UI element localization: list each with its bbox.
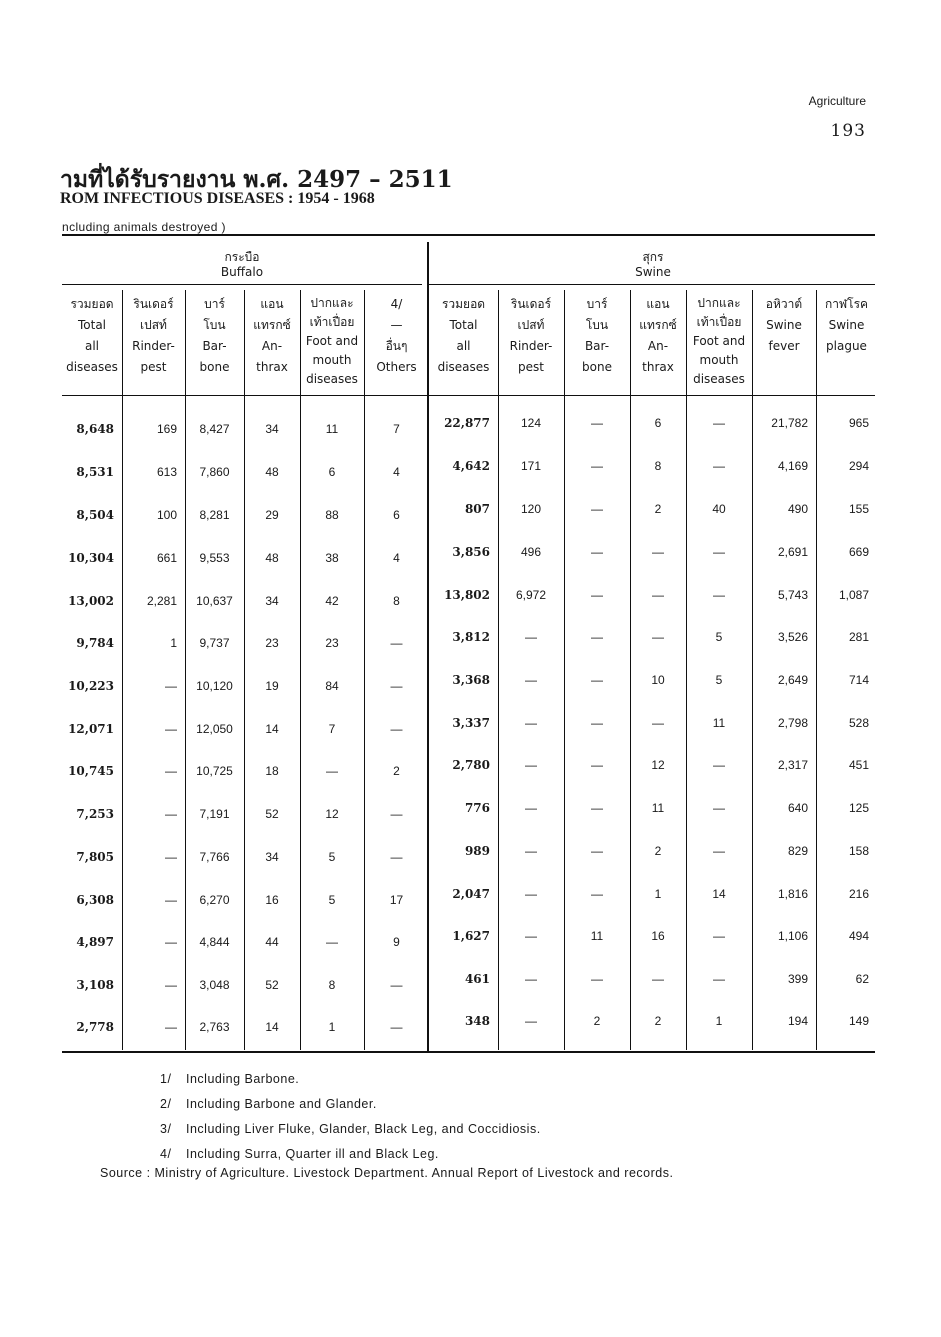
table-cell: 11 (712, 716, 726, 730)
table-cell: 348 (464, 1014, 490, 1028)
table-cell: 6,308 (76, 893, 114, 907)
table-cell: 281 (848, 630, 869, 644)
table-cell: 1 (654, 887, 662, 901)
table-cell: 4 (393, 465, 400, 479)
column-header-line: ปากและ (310, 296, 354, 310)
table-cell: 5 (715, 630, 723, 644)
table-cell: 7,860 (199, 465, 230, 479)
table-cell: 52 (265, 807, 279, 821)
table-cell: 4,169 (777, 459, 808, 473)
table-cell: 42 (325, 594, 339, 608)
table-cell: 2,317 (777, 758, 808, 772)
column-header (300, 294, 364, 389)
table-cell: 18 (265, 764, 279, 778)
table-cell: 149 (848, 1014, 869, 1028)
table-cell: — (652, 630, 664, 644)
table-cell: 661 (156, 551, 177, 565)
table-cell: — (165, 807, 177, 821)
column-header-line: อื่นๆ (385, 339, 408, 353)
table-cell: 2,798 (777, 716, 808, 730)
table-cell: — (652, 588, 664, 602)
column-header-line: bone (582, 360, 612, 374)
table-cell: 8,427 (199, 422, 230, 436)
table-cell: — (591, 844, 603, 858)
column-header-line: โบน (203, 318, 226, 332)
table-cell: 17 (389, 893, 404, 907)
table-cell: — (390, 1020, 403, 1034)
table-cell: 3,048 (199, 978, 230, 992)
column-header-line: เท้าเปื่อย (309, 315, 355, 329)
table-cell: 494 (848, 929, 869, 943)
column-header (630, 294, 686, 378)
column-header (185, 294, 244, 378)
table-cell: 12,071 (68, 722, 114, 736)
table-cell: 125 (848, 801, 869, 815)
column-header-line: Others (376, 360, 417, 374)
table-cell: 3,368 (452, 673, 490, 687)
table-cell: 38 (325, 551, 339, 565)
table-cell: — (525, 673, 537, 687)
table-cell: 3,526 (777, 630, 808, 644)
table-cell: — (591, 459, 603, 473)
source-note: Source : Ministry of Agriculture. Livestock Department. Annual Report of Livestock and records. (100, 1166, 674, 1180)
table-cell: — (165, 978, 177, 992)
column-header-line: diseases (306, 372, 358, 386)
footnote-text: Including Barbone. (186, 1072, 300, 1086)
table-cell: 2 (654, 1014, 662, 1028)
footnote-text: Including Liver Fluke, Glander, Black Leg, and Coccidiosis. (186, 1122, 541, 1136)
table-cell: 52 (265, 978, 279, 992)
table-cell: 23 (265, 636, 279, 650)
table-cell: 10,725 (196, 764, 233, 778)
column-header-line: thrax (642, 360, 674, 374)
table-cell: 490 (787, 502, 808, 516)
table-cell: — (713, 459, 725, 473)
table-cell: 5 (328, 850, 336, 864)
table-cell: — (525, 716, 537, 730)
column-header (686, 294, 752, 389)
table-cell: 4 (393, 551, 400, 565)
table-cell: — (525, 887, 537, 901)
table-cell: 16 (265, 893, 279, 907)
table-cell: — (326, 764, 338, 778)
table-cell: 496 (520, 545, 542, 559)
table-cell: — (713, 758, 725, 772)
table-cell: — (525, 844, 537, 858)
column-header-line: แอน (260, 297, 284, 311)
table-cell: — (713, 588, 725, 602)
section-label: Agriculture (808, 94, 866, 108)
table-cell: 1,816 (777, 887, 808, 901)
table-cell: — (713, 972, 725, 986)
table-cell: — (713, 844, 725, 858)
table-cell: 6 (393, 508, 400, 522)
column-header (244, 294, 300, 378)
table-cell: 44 (265, 935, 279, 949)
table-subtitle: ncluding animals destroyed ) (62, 220, 226, 234)
table-cell: 10,120 (196, 679, 233, 693)
table-cell: 5,743 (777, 588, 808, 602)
table-cell: 9,737 (199, 636, 230, 650)
table-cell: 9 (393, 935, 400, 949)
column-header-line: บาร์ (204, 297, 225, 311)
column-header-line: แอน (646, 297, 670, 311)
footnote-4 (160, 1142, 541, 1167)
column-header-line: รินเดอร์ (133, 297, 174, 311)
table-cell: 14 (265, 1020, 279, 1034)
table-cell: 34 (265, 422, 279, 436)
column-header-line: รวมยอด (70, 297, 114, 311)
table-cell: 84 (325, 679, 339, 693)
column-header-line: An- (261, 339, 283, 353)
table-cell: — (390, 722, 403, 736)
footnote-2 (160, 1092, 541, 1117)
table-cell: 3,108 (76, 978, 114, 992)
table-cell: 2,691 (777, 545, 808, 559)
table-cell: 8,531 (76, 465, 114, 479)
table-cell: — (390, 807, 403, 821)
table-cell: 8 (328, 978, 336, 992)
column-header-line: pest (140, 360, 167, 374)
table-cell: 19 (265, 679, 279, 693)
table-cell: — (591, 673, 603, 687)
table-cell: 23 (325, 636, 339, 650)
table-cell: — (591, 502, 603, 516)
table-cell: — (652, 972, 664, 986)
table-cell: — (591, 801, 603, 815)
table-cell: 7 (393, 422, 400, 436)
footnotes (160, 1067, 541, 1167)
table-cell: 640 (787, 801, 808, 815)
table-cell: — (326, 935, 338, 949)
column-header (498, 294, 564, 378)
table-cell: 4,642 (452, 459, 490, 473)
table-cell: 7,253 (76, 807, 114, 821)
table-cell: 8,648 (76, 422, 114, 436)
table-cell: 8 (393, 594, 400, 608)
table-cell: — (165, 764, 177, 778)
table-cell: — (591, 416, 603, 430)
table-cell: 8,504 (76, 508, 114, 522)
column-header-line: รินเดอร์ (510, 297, 552, 311)
table-cell: 14 (265, 722, 279, 736)
column-header-line: รวมยอด (441, 297, 486, 311)
table-cell: 40 (712, 502, 726, 516)
footnote-mark: 3/ (160, 1122, 172, 1136)
table-cell: 171 (520, 459, 542, 473)
table-cell: 11 (651, 801, 665, 815)
table-cell: 88 (325, 508, 339, 522)
table-cell: — (525, 758, 537, 772)
table-cell: 13,002 (68, 594, 114, 608)
column-header-line: บาร์ (586, 297, 608, 311)
table-cell: 7,766 (199, 850, 230, 864)
table-cell: 10,304 (68, 551, 114, 565)
table-cell: — (591, 972, 603, 986)
table-cell: 7,805 (76, 850, 114, 864)
page-number: 193 (830, 121, 866, 141)
column-header (122, 294, 185, 378)
table-cell: 120 (520, 502, 542, 516)
table-cell: 294 (848, 459, 869, 473)
table-cell: — (165, 850, 177, 864)
column-header-line: 4/ (390, 297, 403, 311)
table-cell: — (591, 716, 603, 730)
column-header-line: fever (768, 339, 800, 353)
table-cell: 21,782 (771, 416, 808, 430)
table-cell: 14 (712, 887, 726, 901)
column-header-line: Total (77, 318, 107, 332)
table-cell: — (165, 1020, 177, 1034)
column-header-line: — (390, 318, 403, 332)
group-header-swine (429, 250, 877, 280)
table-cell: — (713, 416, 725, 430)
table-cell: 714 (848, 673, 869, 687)
column-header-line: diseases (66, 360, 118, 374)
table-cell: 2 (593, 1014, 601, 1028)
table-cell: 8 (654, 459, 662, 473)
table-cell: — (390, 636, 403, 650)
table-cell: 9,553 (199, 551, 230, 565)
table-cell: 2 (393, 764, 400, 778)
column-header-line: diseases (693, 372, 745, 386)
column-header-line: Foot and (305, 334, 359, 348)
column-header-line: แทรกซ์ (253, 318, 291, 332)
table-cell: — (713, 545, 725, 559)
column-header-line: An- (647, 339, 669, 353)
column-header-line: all (456, 339, 471, 353)
column-header-line: Foot and (692, 334, 746, 348)
header-bottom-rule (62, 395, 875, 396)
table-cell: 100 (156, 508, 177, 522)
table-cell: 13,802 (444, 588, 490, 602)
table-cell: — (591, 545, 603, 559)
column-header (816, 294, 877, 357)
column-header-line: อหิวาต์ (765, 297, 803, 311)
table-cell: — (390, 978, 403, 992)
table-cell: 1 (170, 636, 177, 650)
table-cell: 12 (325, 807, 339, 821)
column-header-line: Rinder- (509, 339, 553, 353)
table-cell: — (713, 801, 725, 815)
table-cell: 10,223 (68, 679, 114, 693)
table-cell: 7,191 (199, 807, 230, 821)
table-cell: 11 (325, 422, 339, 436)
table-cell: 12,050 (196, 722, 233, 736)
table-cell: 158 (848, 844, 869, 858)
column-header-line: แทรกซ์ (639, 318, 677, 332)
table-cell: 4,897 (76, 935, 114, 949)
column-header-line: Total (449, 318, 478, 332)
table-cell: 2 (654, 502, 662, 516)
table-cell: 5 (328, 893, 336, 907)
table-cell: 34 (265, 594, 279, 608)
table-cell: — (652, 716, 664, 730)
table-cell: 528 (848, 716, 869, 730)
table-cell: 2,780 (452, 758, 490, 772)
column-header (429, 294, 498, 378)
table-cell: 3,812 (452, 630, 490, 644)
table-cell: 6,270 (199, 893, 230, 907)
title-thai: ามที่ได้รับรายงาน พ.ศ. 2497 – 2511 (60, 166, 453, 193)
column-header-line: โบน (585, 318, 609, 332)
table-cell: 3,856 (452, 545, 490, 559)
table-cell: 451 (848, 758, 869, 772)
footnote-3 (160, 1117, 541, 1142)
table-cell: 10,745 (68, 764, 114, 778)
footnote-1 (160, 1067, 541, 1092)
table-cell: 48 (265, 465, 279, 479)
table-cell: 1,627 (452, 929, 490, 943)
column-header-line: เปสท์ (140, 318, 167, 332)
column-header (62, 294, 122, 378)
table-cell: 29 (265, 508, 279, 522)
column-header (752, 294, 816, 357)
table-cell: 10,637 (196, 594, 233, 608)
table-cell: — (525, 801, 537, 815)
table-cell: — (390, 679, 403, 693)
column-header-line: เปสท์ (517, 318, 545, 332)
table-cell: 669 (848, 545, 869, 559)
table-cell: — (525, 1014, 537, 1028)
group-label-english: Swine (635, 265, 671, 279)
table-cell: 169 (156, 422, 177, 436)
footnote-mark: 4/ (160, 1147, 172, 1161)
column-header (364, 294, 429, 378)
table-cell: 1 (328, 1020, 336, 1034)
group-header-buffalo (62, 250, 422, 280)
column-header-line: mouth (699, 353, 739, 367)
table-cell: 2,281 (146, 594, 177, 608)
table-cell: — (165, 893, 177, 907)
column-header-line: เท้าเปื่อย (696, 315, 742, 329)
table-cell: 2,763 (199, 1020, 230, 1034)
group-label-thai: สุกร (642, 250, 664, 264)
column-header-line: bone (199, 360, 230, 374)
table-cell: — (525, 630, 537, 644)
column-header-line: Swine (766, 318, 802, 332)
table-cell: — (591, 630, 603, 644)
table-cell: 1,106 (777, 929, 808, 943)
title-english: ROM INFECTIOUS DISEASES : 1954 - 1968 (60, 190, 375, 207)
table-cell: 8,281 (199, 508, 230, 522)
column-header-line: Swine (828, 318, 865, 332)
column-header-line: thrax (256, 360, 288, 374)
table-cell: 62 (855, 972, 869, 986)
table-cell: 12 (651, 758, 665, 772)
table-cell: 965 (848, 416, 869, 430)
table-cell: — (165, 722, 177, 736)
group-label-english: Buffalo (220, 265, 264, 279)
table-cell: 3,337 (452, 716, 490, 730)
table-cell: 7 (328, 722, 336, 736)
table-cell: 5 (715, 673, 723, 687)
column-header-line: กาฬโรค (824, 297, 869, 311)
table-cell: 829 (787, 844, 808, 858)
table-cell: 6 (654, 416, 662, 430)
table-cell: 155 (848, 502, 869, 516)
table-bottom-rule (62, 1051, 875, 1053)
column-header-line: ปากและ (697, 296, 741, 310)
table-cell: 776 (464, 801, 490, 815)
table-cell: 1 (715, 1014, 723, 1028)
table-cell: 2,778 (76, 1020, 114, 1034)
table-cell: 613 (156, 465, 177, 479)
table-cell: — (591, 758, 603, 772)
table-cell: 2,649 (777, 673, 808, 687)
table-cell: 48 (265, 551, 279, 565)
table-cell: 9,784 (76, 636, 114, 650)
footnote-mark: 1/ (160, 1072, 172, 1086)
column-header-line: Bar- (202, 339, 227, 353)
table-cell: 34 (265, 850, 279, 864)
column-header-line: diseases (437, 360, 490, 374)
table-cell: — (591, 887, 603, 901)
column-header-line: plague (826, 339, 867, 353)
table-cell: 16 (651, 929, 665, 943)
table-cell: — (713, 929, 725, 943)
buffalo-group-rule (62, 284, 422, 285)
table-cell: 807 (464, 502, 490, 516)
table-cell: 10 (651, 673, 665, 687)
footnote-text: Including Barbone and Glander. (186, 1097, 377, 1111)
table-cell: 216 (848, 887, 869, 901)
table-cell: 22,877 (444, 416, 490, 430)
table-top-rule (62, 234, 875, 236)
column-header (564, 294, 630, 378)
table-cell: 1,087 (838, 588, 869, 602)
table-cell: 399 (787, 972, 808, 986)
table-cell: 2 (654, 844, 662, 858)
table-cell: 2,047 (452, 887, 490, 901)
footnote-text: Including Surra, Quarter ill and Black Leg. (186, 1147, 439, 1161)
table-cell: 194 (787, 1014, 808, 1028)
table-cell: 989 (464, 844, 490, 858)
table-cell: 11 (590, 929, 604, 943)
table-cell: — (525, 972, 537, 986)
footnote-mark: 2/ (160, 1097, 172, 1111)
column-header-line: Bar- (584, 339, 610, 353)
table-cell: — (652, 545, 664, 559)
table-cell: 4,844 (199, 935, 230, 949)
column-header-line: pest (518, 360, 544, 374)
table-cell: 6,972 (515, 588, 547, 602)
table-cell: — (591, 588, 603, 602)
column-header-line: mouth (312, 353, 352, 367)
table-cell: 124 (520, 416, 542, 430)
column-header-line: all (84, 339, 100, 353)
swine-group-rule (429, 284, 875, 285)
table-cell: — (525, 929, 537, 943)
group-label-thai: กระบือ (224, 250, 260, 264)
table-cell: 461 (464, 972, 490, 986)
table-cell: 6 (328, 465, 336, 479)
table-cell: — (390, 850, 403, 864)
table-cell: — (165, 935, 177, 949)
column-header-line: Rinder- (132, 339, 175, 353)
table-cell: — (165, 679, 177, 693)
